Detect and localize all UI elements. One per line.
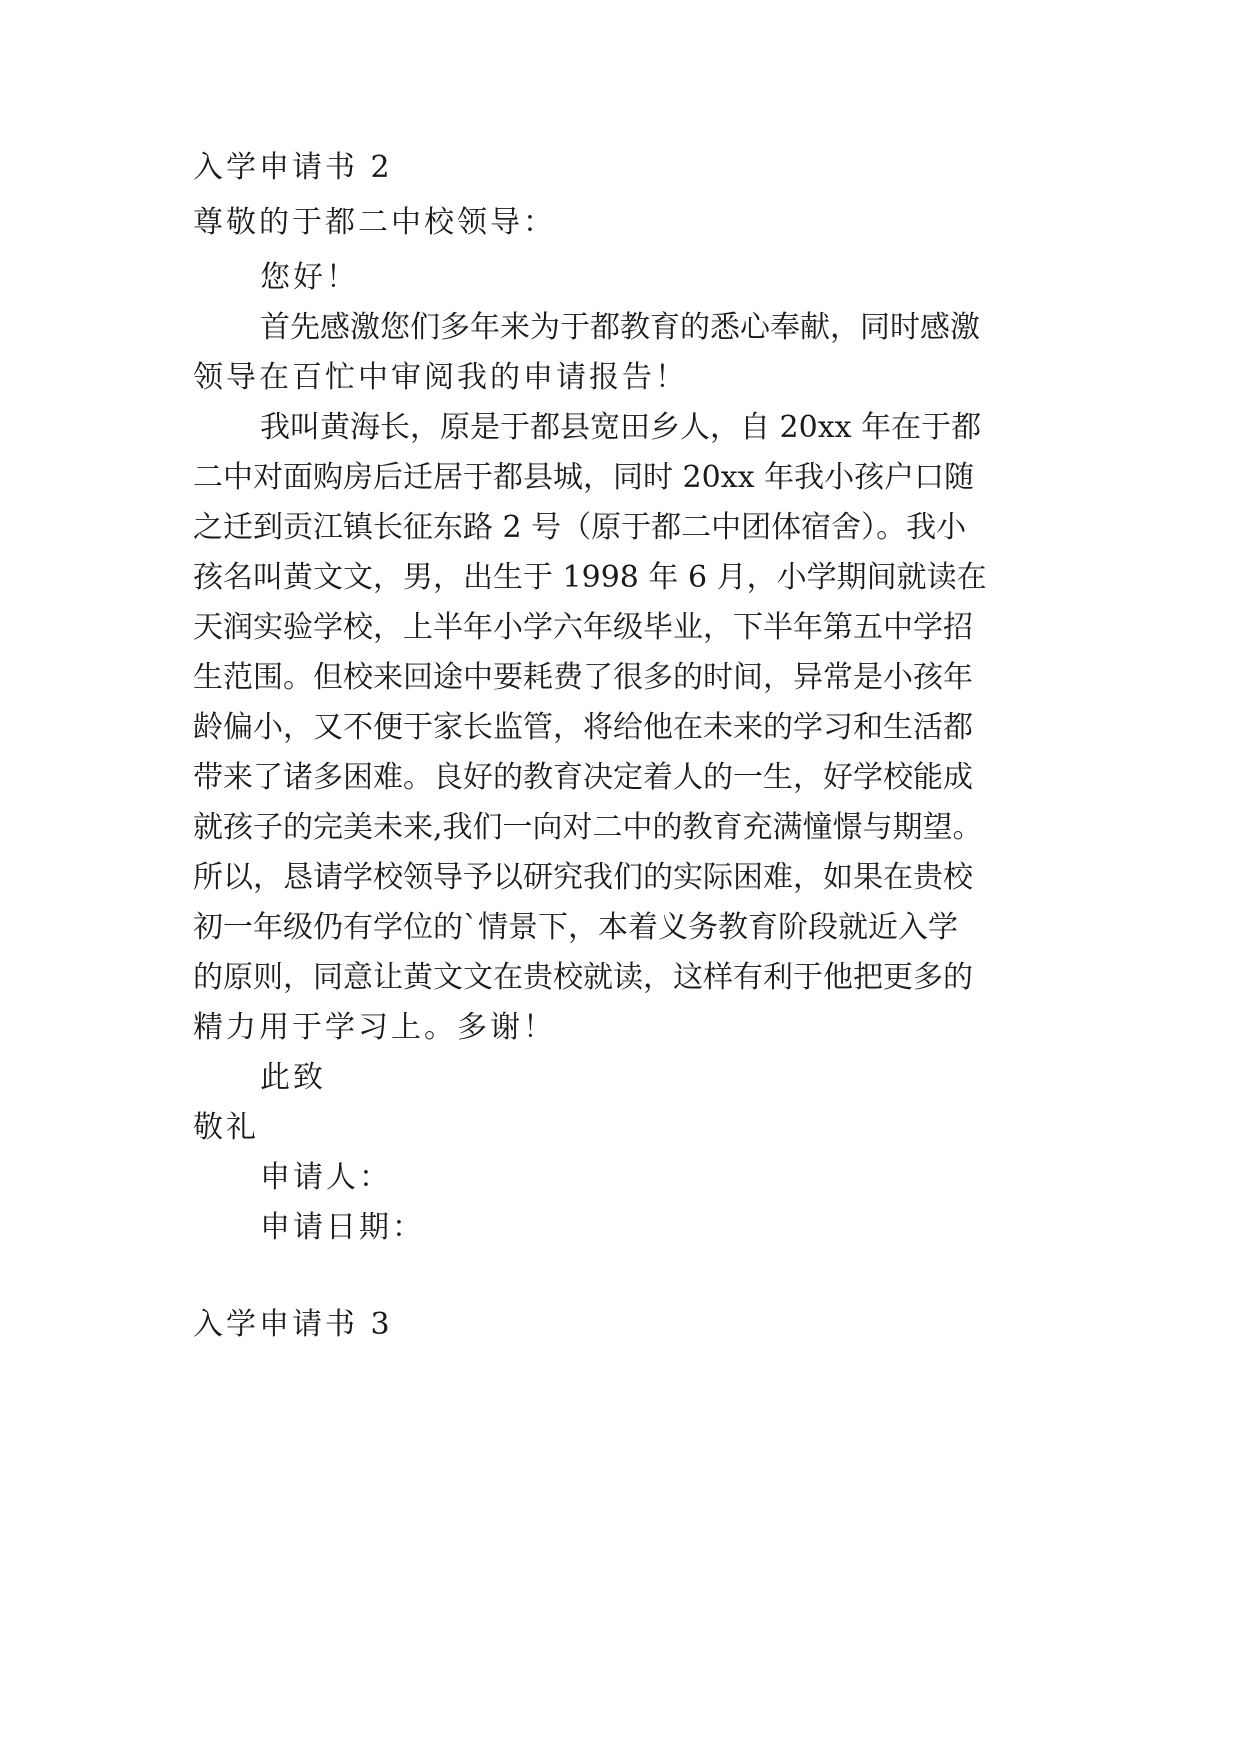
section-heading: 入学申请书 3 (193, 1307, 393, 1342)
paragraph-line: 天润实验学校，上半年小学六年级毕业，下半年第五中学招 (193, 610, 973, 645)
closing-phrase: 此致 (260, 1060, 326, 1095)
paragraph-line: 孩名叫黄文文，男，出生于 1998 年 6 月，小学期间就读在 (193, 560, 987, 595)
paragraph-line: 带来了诸多困难。良好的教育决定着人的一生，好学校能成 (193, 760, 973, 795)
paragraph-line: 初一年级仍有学位的`情景下，本着义务教育阶段就近入学 (193, 910, 958, 945)
date-label: 申请日期： (260, 1210, 425, 1245)
paragraph-line: 之迁到贡江镇长征东路 2 号（原于都二中团体宿舍）。我小 (193, 510, 967, 545)
paragraph-line: 首先感激您们多年来为于都教育的悉心奉献，同时感激 (260, 310, 980, 345)
section-heading: 入学申请书 2 (193, 150, 393, 185)
paragraph-line: 我叫黄海长，原是于都县宽田乡人，自 20xx 年在于都 (260, 410, 982, 445)
closing-regards: 敬礼 (193, 1110, 259, 1145)
paragraph-line: 精力用于学习上。多谢！ (193, 1010, 556, 1045)
paragraph-line: 二中对面购房后迁居于都县城，同时 20xx 年我小孩户口随 (193, 460, 975, 495)
paragraph-line: 生范围。但校来回途中要耗费了很多的时间，异常是小孩年 (193, 660, 973, 695)
greeting: 您好！ (260, 260, 359, 295)
paragraph-line: 的原则，同意让黄文文在贵校就读，这样有利于他把更多的 (193, 960, 973, 995)
paragraph-line: 就孩子的完美未来,我们一向对二中的教育充满憧憬与期望。 (193, 810, 983, 845)
paragraph-line: 龄偏小，又不便于家长监管，将给他在未来的学习和生活都 (193, 710, 973, 745)
paragraph-line: 所以，恳请学校领导予以研究我们的实际困难，如果在贵校 (193, 860, 973, 895)
paragraph-line: 领导在百忙中审阅我的申请报告！ (193, 360, 688, 395)
applicant-label: 申请人： (260, 1160, 392, 1195)
salutation: 尊敬的于都二中校领导： (193, 205, 556, 240)
